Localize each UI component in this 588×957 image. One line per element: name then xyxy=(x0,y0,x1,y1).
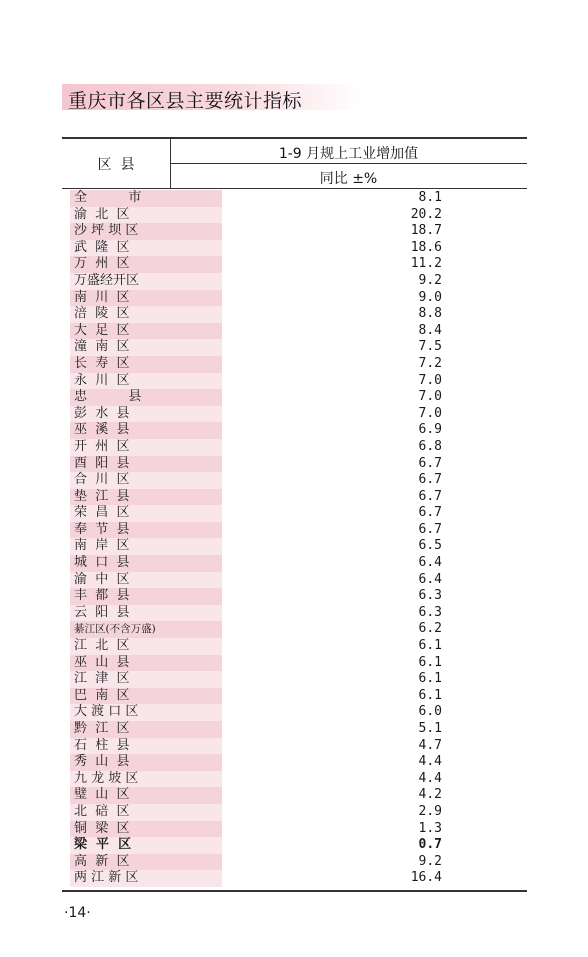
growth-value: 4.2 xyxy=(418,787,442,803)
district-cell xyxy=(70,290,222,307)
district-cell xyxy=(70,655,222,672)
district-cell xyxy=(70,356,222,373)
table-row xyxy=(62,290,527,307)
growth-value: 6.0 xyxy=(418,704,442,720)
growth-value: 8.4 xyxy=(418,322,442,338)
growth-value: 4.4 xyxy=(418,770,442,786)
district-cell xyxy=(70,339,222,356)
table-row xyxy=(62,323,527,340)
table-row xyxy=(62,273,527,290)
district-name: 渝 北 区 xyxy=(74,206,130,222)
growth-value: 6.3 xyxy=(418,604,442,620)
district-cell xyxy=(70,439,222,456)
table-row xyxy=(62,190,527,207)
district-cell xyxy=(70,555,222,572)
header-indicator: 1-9 月规上工业增加值 xyxy=(278,146,419,162)
district-name: 万盛经开区 xyxy=(74,272,140,288)
district-name: 全 市 xyxy=(74,190,142,205)
growth-value: 8.1 xyxy=(418,190,442,205)
data-table-body xyxy=(62,190,527,887)
growth-value: 8.8 xyxy=(418,306,442,322)
district-cell xyxy=(70,456,222,473)
district-name: 忠 县 xyxy=(74,389,142,405)
district-name: 万 州 区 xyxy=(74,256,130,272)
district-cell xyxy=(70,389,222,406)
district-cell xyxy=(70,190,222,207)
district-name: 南 岸 区 xyxy=(74,538,130,554)
growth-value: 0.7 xyxy=(418,837,442,853)
district-name: 铜 梁 区 xyxy=(74,820,130,836)
district-name: 酉 阳 县 xyxy=(74,455,130,471)
growth-value: 1.3 xyxy=(418,820,442,836)
header-bottom-rule xyxy=(62,188,527,189)
table-row xyxy=(62,555,527,572)
table-row xyxy=(62,406,527,423)
district-cell xyxy=(70,688,222,705)
district-name: 丰 都 县 xyxy=(74,588,130,604)
district-cell xyxy=(70,207,222,224)
district-name: 高 新 区 xyxy=(74,853,130,869)
table-row xyxy=(62,456,527,473)
table-row xyxy=(62,754,527,771)
district-name: 巫 山 县 xyxy=(74,654,130,670)
growth-value: 9.2 xyxy=(418,272,442,288)
table-row xyxy=(62,655,527,672)
district-cell xyxy=(70,406,222,423)
growth-value: 6.9 xyxy=(418,422,442,438)
table-row xyxy=(62,605,527,622)
growth-value: 5.1 xyxy=(418,721,442,736)
district-name: 大 渡 口 区 xyxy=(74,704,139,720)
district-cell xyxy=(70,605,222,622)
growth-value: 6.4 xyxy=(418,571,442,587)
page-number: ·14· xyxy=(64,905,91,921)
district-name: 綦江区(不含万盛) xyxy=(74,623,156,636)
growth-value: 6.1 xyxy=(418,671,442,687)
growth-value: 4.4 xyxy=(418,754,442,770)
district-name: 合 川 区 xyxy=(74,472,130,488)
growth-value: 7.2 xyxy=(418,355,442,371)
district-cell xyxy=(70,738,222,755)
district-name: 潼 南 区 xyxy=(74,339,130,355)
table-row xyxy=(62,538,527,555)
growth-value: 6.7 xyxy=(418,488,442,504)
growth-value: 6.1 xyxy=(418,654,442,670)
district-cell xyxy=(70,821,222,838)
district-cell xyxy=(70,671,222,688)
growth-value: 2.9 xyxy=(418,803,442,819)
table-row xyxy=(62,721,527,738)
header-district: 区 县 xyxy=(97,157,135,173)
district-cell xyxy=(70,754,222,771)
table-row xyxy=(62,356,527,373)
district-cell xyxy=(70,704,222,721)
table-row xyxy=(62,240,527,257)
header-mid-rule xyxy=(170,163,527,164)
growth-value: 18.6 xyxy=(410,239,442,255)
district-name: 开 州 区 xyxy=(74,438,130,454)
table-row xyxy=(62,621,527,638)
table-row xyxy=(62,837,527,854)
district-cell xyxy=(70,223,222,240)
table-row xyxy=(62,306,527,323)
table-row xyxy=(62,671,527,688)
growth-value: 20.2 xyxy=(410,206,442,222)
district-cell xyxy=(70,306,222,323)
district-name: 大 足 区 xyxy=(74,322,130,338)
district-name: 城 口 县 xyxy=(74,555,130,571)
table-row xyxy=(62,522,527,539)
table-row xyxy=(62,638,527,655)
district-name: 云 阳 县 xyxy=(74,604,130,620)
page-title: 重庆市各区县主要统计指标 xyxy=(68,90,303,112)
district-cell xyxy=(70,638,222,655)
growth-value: 7.0 xyxy=(418,389,442,405)
table-row xyxy=(62,339,527,356)
district-cell xyxy=(70,373,222,390)
table-row xyxy=(62,771,527,788)
district-name: 北 碚 区 xyxy=(74,803,130,819)
table-row xyxy=(62,870,527,887)
table-row xyxy=(62,787,527,804)
table-row xyxy=(62,738,527,755)
growth-value: 6.3 xyxy=(418,588,442,604)
district-name: 荣 昌 区 xyxy=(74,505,130,521)
table-row xyxy=(62,688,527,705)
district-cell xyxy=(70,240,222,257)
district-cell xyxy=(70,273,222,290)
district-cell xyxy=(70,505,222,522)
district-name: 江 北 区 xyxy=(74,638,130,654)
district-cell xyxy=(70,323,222,340)
district-name: 梁 平 区 xyxy=(74,837,132,853)
table-row xyxy=(62,472,527,489)
growth-value: 6.1 xyxy=(418,687,442,703)
growth-value: 9.2 xyxy=(418,853,442,869)
growth-value: 16.4 xyxy=(410,870,442,886)
district-name: 两 江 新 区 xyxy=(74,870,139,886)
district-name: 九 龙 坡 区 xyxy=(74,770,139,786)
growth-value: 6.7 xyxy=(418,455,442,471)
district-name: 涪 陵 区 xyxy=(74,306,130,322)
growth-value: 6.7 xyxy=(418,521,442,537)
growth-value: 6.5 xyxy=(418,538,442,554)
district-name: 南 川 区 xyxy=(74,289,130,305)
table-bottom-rule xyxy=(62,890,527,892)
district-name: 巴 南 区 xyxy=(74,687,130,703)
growth-value: 7.0 xyxy=(418,405,442,421)
district-name: 彭 水 县 xyxy=(74,405,130,421)
growth-value: 7.0 xyxy=(418,372,442,388)
district-cell xyxy=(70,538,222,555)
district-name: 奉 节 县 xyxy=(74,521,130,537)
table-row xyxy=(62,505,527,522)
table-row xyxy=(62,854,527,871)
district-name: 秀 山 县 xyxy=(74,754,130,770)
table-top-rule xyxy=(62,137,527,139)
district-name: 长 寿 区 xyxy=(74,355,130,371)
table-row xyxy=(62,223,527,240)
district-name: 黔 江 区 xyxy=(74,721,130,736)
district-cell xyxy=(70,854,222,871)
district-name: 垫 江 县 xyxy=(74,488,130,504)
growth-value: 6.8 xyxy=(418,438,442,454)
table-row xyxy=(62,207,527,224)
district-cell xyxy=(70,721,222,738)
table-row xyxy=(62,804,527,821)
growth-value: 6.2 xyxy=(418,621,442,637)
district-name: 沙 坪 坝 区 xyxy=(74,223,139,239)
district-name: 武 隆 区 xyxy=(74,239,130,255)
table-row xyxy=(62,256,527,273)
district-cell xyxy=(70,489,222,506)
district-cell xyxy=(70,422,222,439)
district-name: 璧 山 区 xyxy=(74,787,130,803)
district-cell xyxy=(70,804,222,821)
growth-value: 6.4 xyxy=(418,555,442,571)
growth-value: 11.2 xyxy=(410,256,442,272)
growth-value: 6.1 xyxy=(418,638,442,654)
table-row xyxy=(62,389,527,406)
table-row xyxy=(62,439,527,456)
district-cell xyxy=(70,870,222,887)
table-row xyxy=(62,422,527,439)
table-row xyxy=(62,489,527,506)
district-name: 江 津 区 xyxy=(74,671,130,687)
table-row xyxy=(62,572,527,589)
district-name: 渝 中 区 xyxy=(74,571,130,587)
district-name: 石 柱 县 xyxy=(74,737,130,753)
growth-value: 9.0 xyxy=(418,289,442,305)
table-row xyxy=(62,588,527,605)
district-name: 永 川 区 xyxy=(74,372,130,388)
district-cell xyxy=(70,588,222,605)
district-name: 巫 溪 县 xyxy=(74,422,130,438)
district-cell xyxy=(70,522,222,539)
growth-value: 4.7 xyxy=(418,737,442,753)
district-cell xyxy=(70,837,222,854)
district-cell xyxy=(70,771,222,788)
header-yoy: 同比 ±% xyxy=(319,171,378,187)
table-row xyxy=(62,373,527,390)
growth-value: 7.5 xyxy=(418,339,442,355)
district-cell xyxy=(70,472,222,489)
district-cell xyxy=(70,256,222,273)
growth-value: 6.7 xyxy=(418,472,442,488)
growth-value: 18.7 xyxy=(410,223,442,239)
district-cell xyxy=(70,787,222,804)
district-cell xyxy=(70,572,222,589)
growth-value: 6.7 xyxy=(418,505,442,521)
district-cell xyxy=(70,621,222,638)
table-row xyxy=(62,821,527,838)
table-row xyxy=(62,704,527,721)
